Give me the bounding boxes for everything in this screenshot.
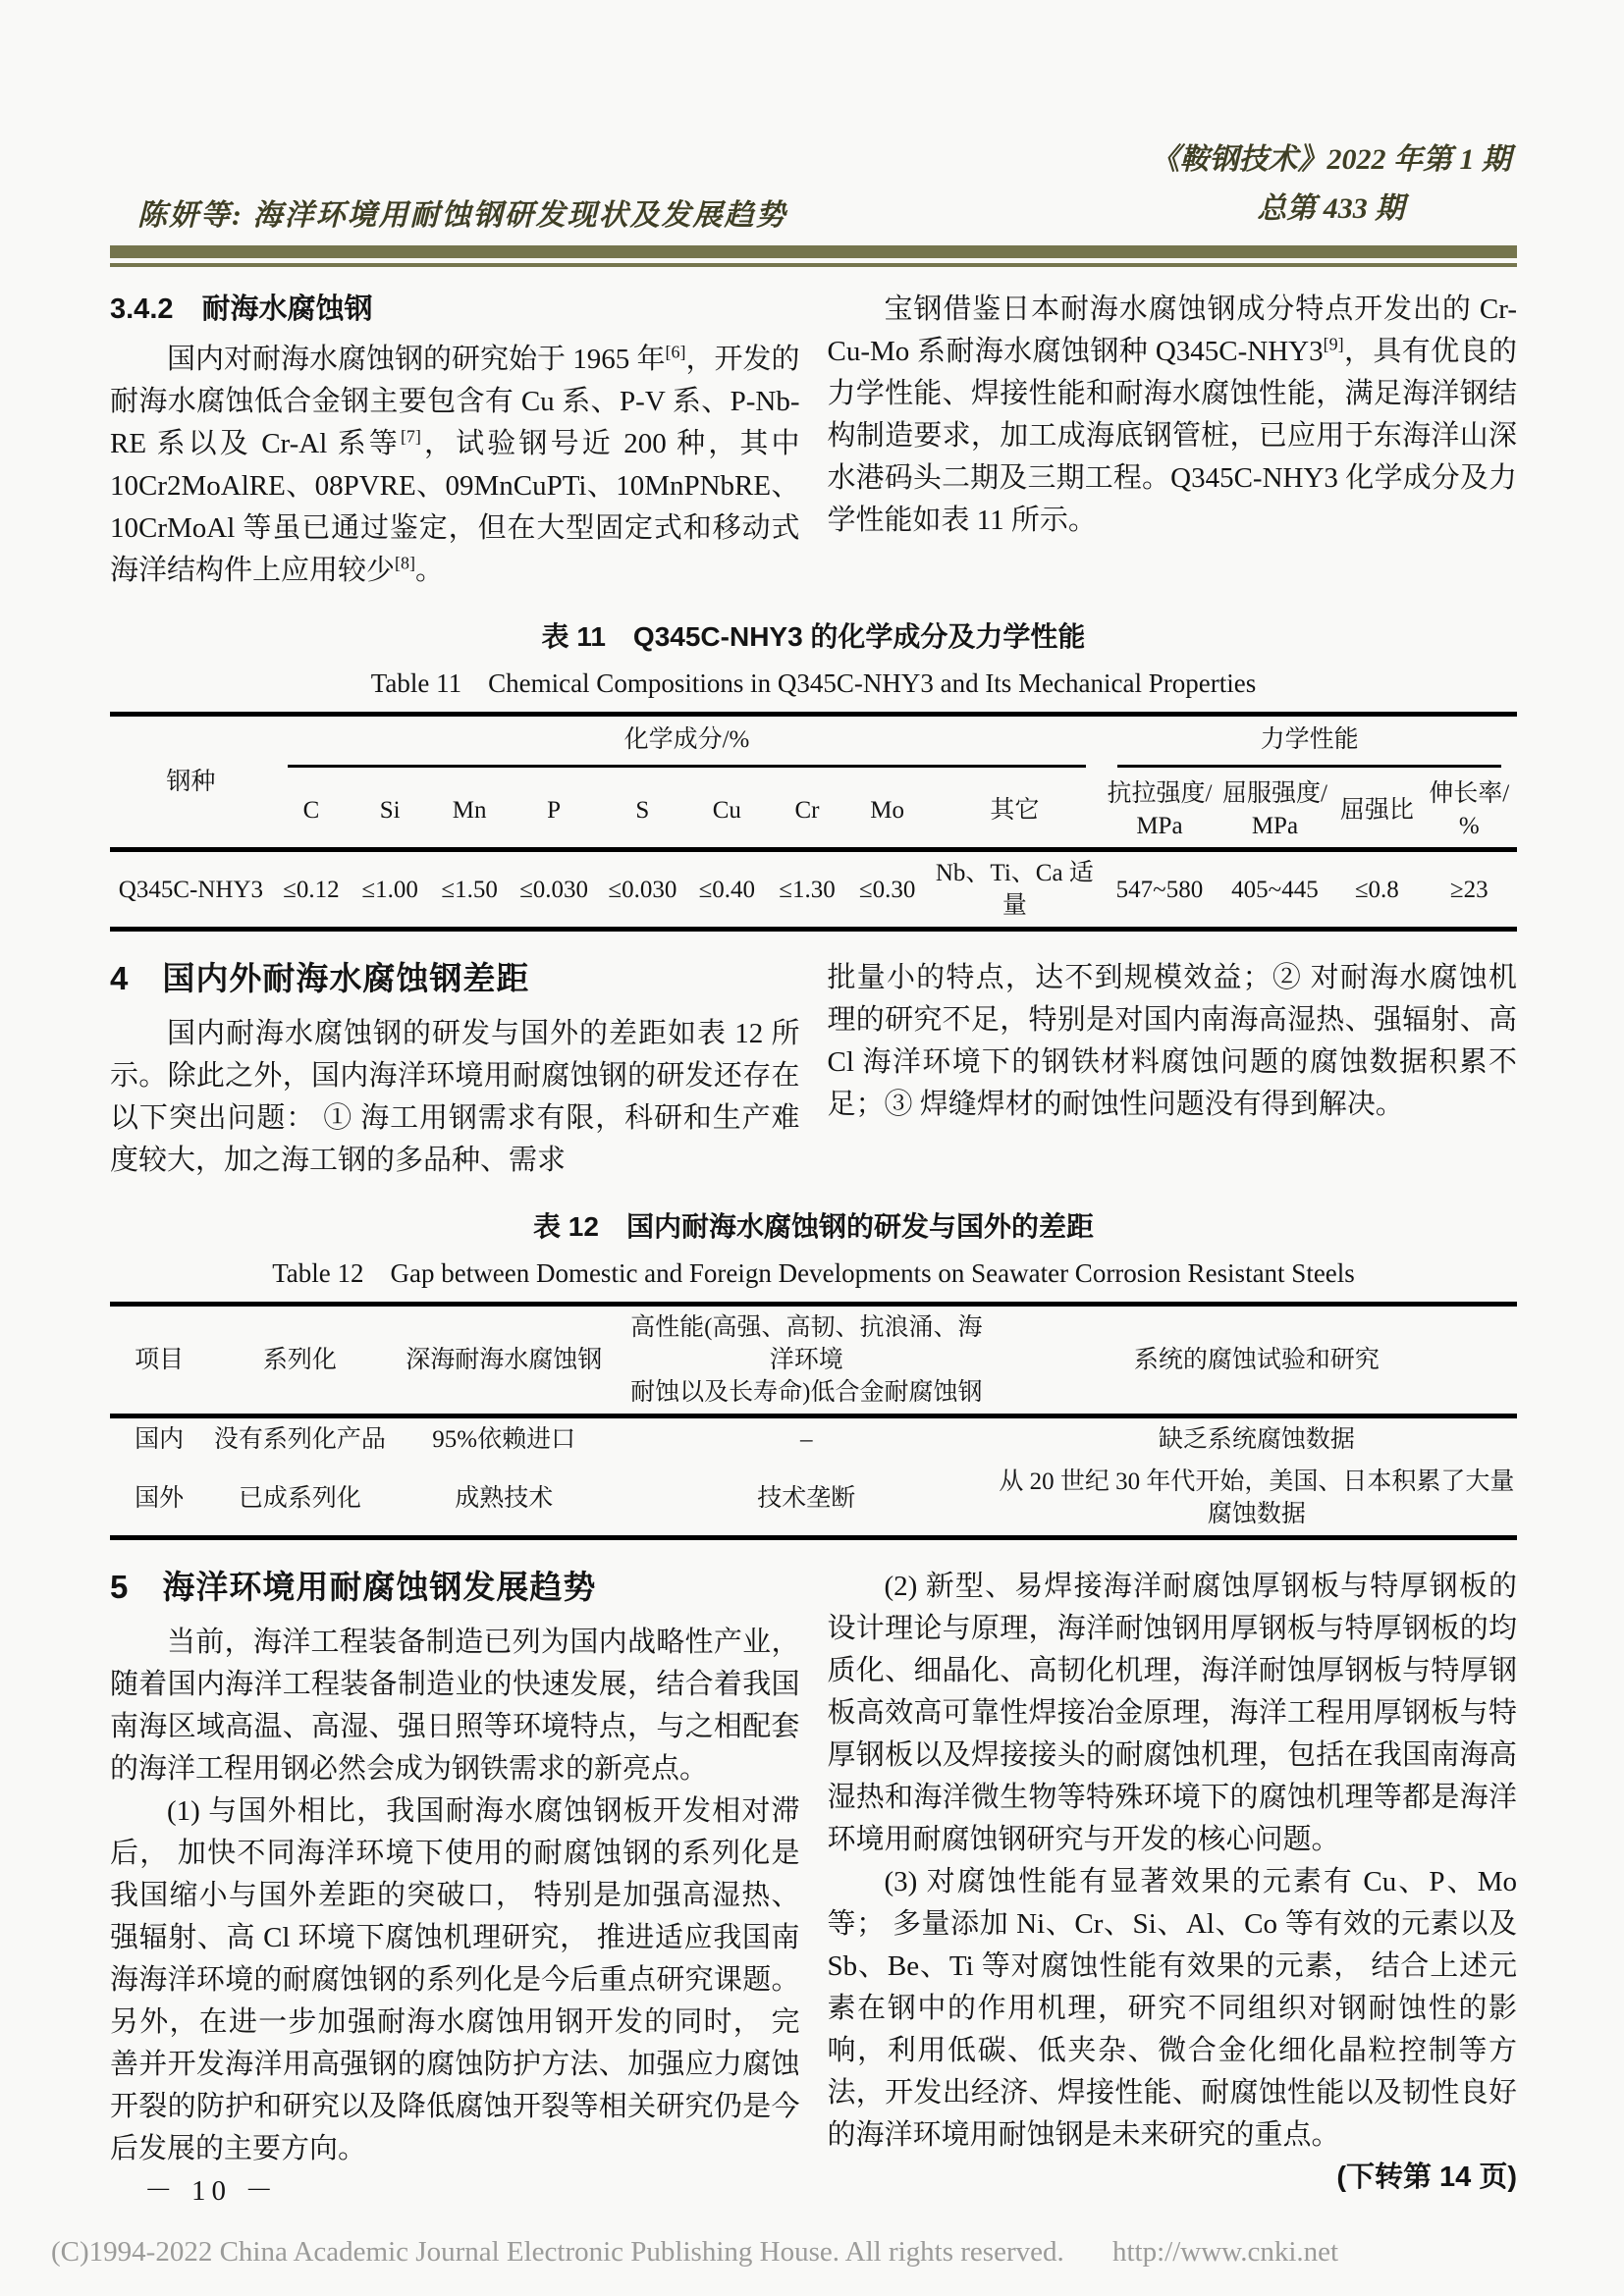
table11-cell-tensile: 547~580 <box>1115 876 1204 903</box>
table12-domestic-systematic: 缺乏系统腐蚀数据 <box>1158 1426 1355 1453</box>
table11-col-P: P <box>510 773 598 850</box>
table11-cell-C: ≤0.12 <box>283 876 340 903</box>
table12 <box>110 1302 1517 1540</box>
table12-domestic-deepsea: 95%依赖进口 <box>432 1426 576 1453</box>
table11-col-Mn: Mn <box>429 773 510 850</box>
table11-cell-P: ≤0.030 <box>519 876 589 903</box>
header-rule-thin <box>110 263 1517 267</box>
table12-col-highperf <box>617 1305 997 1416</box>
header-rule-thick <box>110 245 1517 258</box>
table11-cell-ratio: ≤0.8 <box>1354 876 1399 903</box>
section-5-right-column <box>828 1566 1518 2213</box>
table11-group-row <box>110 715 1517 774</box>
section-4-left-column <box>110 957 800 1182</box>
table11-col-tensile-line1: 抗拉强度/ <box>1107 780 1213 807</box>
table12-foreign-highperf: 技术垄断 <box>757 1484 856 1512</box>
table11-col-yield-line2: MPa <box>1251 813 1299 839</box>
page-number: － 10 － <box>143 2175 280 2207</box>
section-4-right-paragraph: 批量小的特点，达不到规模效益；② 对耐海水腐蚀机理的研究不足，特别是对国内南海高湿热、强辐射、高 Cl 海洋环境下的钢铁材料腐蚀问题的腐蚀数据积累不足；③ 焊缝焊材的耐蚀性问题没有得到解决。 <box>827 962 1517 1120</box>
section-5-left-column <box>110 1566 800 2213</box>
table11-cell-Cr: ≤1.30 <box>779 876 836 903</box>
table12-foreign-label: 国外 <box>135 1484 185 1512</box>
table11-group-mech-label: 力学性能 <box>1117 721 1501 768</box>
section-5 <box>110 1566 1517 2213</box>
table11-col-ratio-line1: 屈强比 <box>1339 796 1414 824</box>
table11-cell-Si: ≤1.00 <box>361 876 418 903</box>
table11-col-elongation-line2: % <box>1458 813 1480 839</box>
table12-foreign-systematic: 从 20 世纪 30 年代开始，美国、日本积累了大量腐蚀数据 <box>999 1468 1515 1527</box>
table11-data-row <box>110 850 1517 930</box>
table11-col-yield-line1: 屈服强度/ <box>1221 780 1327 807</box>
table11-col-Mo: Mo <box>847 773 928 850</box>
table12-row-foreign <box>110 1461 1517 1538</box>
table11-group-chem <box>272 715 1102 774</box>
footer-url: http://www.cnki.net <box>1111 2236 1339 2268</box>
table11-caption-cn: 表 11 Q345C-NHY3 的化学成分及力学性能 <box>541 621 1086 652</box>
footer-copyright: (C)1994-2022 China Academic Journal Electronic Publishing House. All rights reserved. <box>51 2236 1064 2268</box>
table11-cell-elongation: ≥23 <box>1449 876 1489 903</box>
table11-col-C: C <box>272 773 351 850</box>
table12-foreign-deepsea: 成熟技术 <box>455 1484 554 1512</box>
table12-col-item: 项目 <box>110 1305 208 1416</box>
section-4 <box>110 957 1517 1182</box>
section-342-right-paragraph: 宝钢借鉴日本耐海水腐蚀钢成分特点开发出的 Cr-Cu-Mo 系耐海水腐蚀钢种 Q345C-NHY3[9]，具有优良的力学性能、焊接性能和耐海水腐蚀性能，满足海洋钢结构制造要求，加工成海底钢管桩，已应用于东海洋山深水港码头二期及三期工程。Q345C-NHY3 化学成分及力学性能如表 11 所示。 <box>827 294 1517 536</box>
section-4-heading: 4 国内外耐海水腐蚀钢差距 <box>110 960 530 996</box>
section-342-left-paragraph: 国内对耐海水腐蚀钢的研究始于 1965 年[6]，开发的耐海水腐蚀低合金钢主要包含有 Cu 系、P-V 系、P-Nb-RE 系以及 Cr-Al 系等[7]，试验钢号近 200 种，其中 10Cr2MoAlRE、08PVRE、09MnCuPTi、10MnPNbRE、10CrMoAl 等虽已通过鉴定，但在大型固定式和移动式海洋结构件上应用较少[8]。 <box>110 342 800 586</box>
section-342 <box>110 289 1517 592</box>
journal-volume: 总第 433 期 <box>1257 192 1405 225</box>
table11-cell-Mn: ≤1.50 <box>441 876 498 903</box>
section-5-heading: 5 海洋环境用耐腐蚀钢发展趋势 <box>110 1569 597 1605</box>
section-4-left-paragraph: 国内耐海水腐蚀钢的研发与国外的差距如表 12 所示。除此之外，国内海洋环境用耐腐蚀钢的研发还存在以下突出问题： ① 海工用钢需求有限，科研和生产难度较大，加之海工钢的多品种、需求 <box>110 1018 800 1176</box>
table11-group-chem-label: 化学成分/% <box>288 721 1086 768</box>
table12-foreign-serialization: 已成系列化 <box>238 1484 361 1512</box>
table11-col-Cu: Cu <box>686 773 767 850</box>
table11-cell-S: ≤0.030 <box>608 876 677 903</box>
table11-cell-yield: 405~445 <box>1231 876 1319 903</box>
section-342-right-column <box>828 289 1518 592</box>
table11-col-other: 其它 <box>927 773 1102 850</box>
journal-issue: 《鞍钢技术》2022 年第 1 期 <box>1150 143 1511 176</box>
section-342-heading: 3.4.2 耐海水腐蚀钢 <box>110 294 373 325</box>
table12-row-domestic <box>110 1416 1517 1462</box>
table11-col-elongation <box>1421 773 1517 850</box>
table11-subheader-row <box>110 773 1517 850</box>
section-5-point1-paragraph: (1) 与国外相比，我国耐海水腐蚀钢板开发相对滞后， 加快不同海洋环境下使用的耐腐蚀钢的系列化是我国缩小与国外差距的突破口， 特别是加强高湿热、强辐射、高 Cl 环境下腐蚀机理研究， 推进适应我国南海海洋环境的耐腐蚀钢的系列化是今后重点研究课题。另外，在进一步加强耐海水腐蚀用钢开发的同时， 完善并开发海洋用高强钢的腐蚀防护方法、加强应力腐蚀开裂的防护和研究以及降低腐蚀开裂等相关研究仍是今后发展的主要方向。 <box>110 1795 800 2164</box>
section-4-right-column <box>828 957 1518 1182</box>
table12-col-highperf-line2: 耐蚀以及长寿命)低合金耐腐蚀钢 <box>630 1379 983 1406</box>
table11-col-yield <box>1218 773 1333 850</box>
section-5-point3-paragraph: (3) 对腐蚀性能有显著效果的元素有 Cu、P、Mo 等； 多量添加 Ni、Cr、Si、Al、Co 等有效的元素以及 Sb、Be、Ti 等对腐蚀性能有效果的元素， 结合上述元素在钢中的作用机理，研究不同组织对钢耐蚀性的影响，利用低碳、低夹杂、微合金化细化晶粒控制等方法，开发出经济、焊接性能、耐腐蚀性能以及韧性良好的海洋环境用耐蚀钢是未来研究的重点。 <box>827 1866 1517 2151</box>
table12-col-deepsea: 深海耐海水腐蚀钢 <box>392 1305 617 1416</box>
table11-col-Si: Si <box>351 773 429 850</box>
table11-cell-Cu: ≤0.40 <box>698 876 756 903</box>
table11-col-S: S <box>598 773 686 850</box>
table11-steel-header: 钢种 <box>110 715 272 850</box>
table12-col-serialization: 系列化 <box>208 1305 391 1416</box>
page-header <box>110 0 1517 234</box>
table11-cell-Mo: ≤0.30 <box>858 876 916 903</box>
table11-col-tensile <box>1102 773 1218 850</box>
section-5-intro-paragraph: 当前，海洋工程装备制造已列为国内战略性产业， 随着国内海洋工程装备制造业的快速发展，结合着我国南海区域高温、高湿、强日照等环境特点，与之相配套的海洋工程用钢必然会成为钢铁需求的新亮点。 <box>110 1627 800 1785</box>
table12-domestic-highperf: – <box>800 1426 813 1453</box>
table11-col-ratio <box>1332 773 1421 850</box>
table12-col-highperf-line1: 高性能(高强、高韧、抗浪涌、海洋环境 <box>630 1314 983 1373</box>
table12-domestic-label: 国内 <box>135 1426 185 1453</box>
running-title: 陈妍等: 海洋环境用耐蚀钢研发现状及发展趋势 <box>137 199 787 232</box>
table12-domestic-serialization: 没有系列化产品 <box>213 1426 386 1453</box>
table11 <box>110 712 1517 932</box>
table12-header-row <box>110 1305 1517 1416</box>
table12-caption-en: Table 12 Gap between Domestic and Foreign Developments on Seawater Corrosion Resistant Steels <box>272 1258 1355 1288</box>
table11-caption-en: Table 11 Chemical Compositions in Q345C-NHY3 and Its Mechanical Properties <box>370 668 1257 698</box>
section-342-left-column <box>110 289 800 592</box>
page-footer <box>51 2236 1338 2269</box>
journal-info <box>1151 135 1518 234</box>
table11-cell-grade: Q345C-NHY3 <box>118 876 263 903</box>
table11-group-mech <box>1102 715 1517 774</box>
continuation-note: (下转第 14 页) <box>1336 2162 1517 2193</box>
table11-col-Cr: Cr <box>767 773 847 850</box>
table11-col-tensile-line2: MPa <box>1136 813 1183 839</box>
table11-col-elongation-line1: 伸长率/ <box>1429 780 1510 807</box>
table11-cell-other: Nb、Ti、Ca 适量 <box>935 860 1094 919</box>
section-5-point2-paragraph: (2) 新型、易焊接海洋耐腐蚀厚钢板与特厚钢板的设计理论与原理，海洋耐蚀钢用厚钢板与特厚钢板的均质化、细晶化、高韧化机理，海洋耐蚀厚钢板与特厚钢板高效高可靠性焊接冶金原理，海洋工程用厚钢板与特厚钢板以及焊接接头的耐腐蚀机理，包括在我国南海高湿热和海洋微生物等特殊环境下的腐蚀机理等都是海洋环境用耐腐蚀钢研究与开发的核心问题。 <box>827 1571 1517 1855</box>
table12-col-systematic: 系统的腐蚀试验和研究 <box>997 1305 1517 1416</box>
table12-caption-cn: 表 12 国内耐海水腐蚀钢的研发与国外的差距 <box>533 1211 1094 1242</box>
